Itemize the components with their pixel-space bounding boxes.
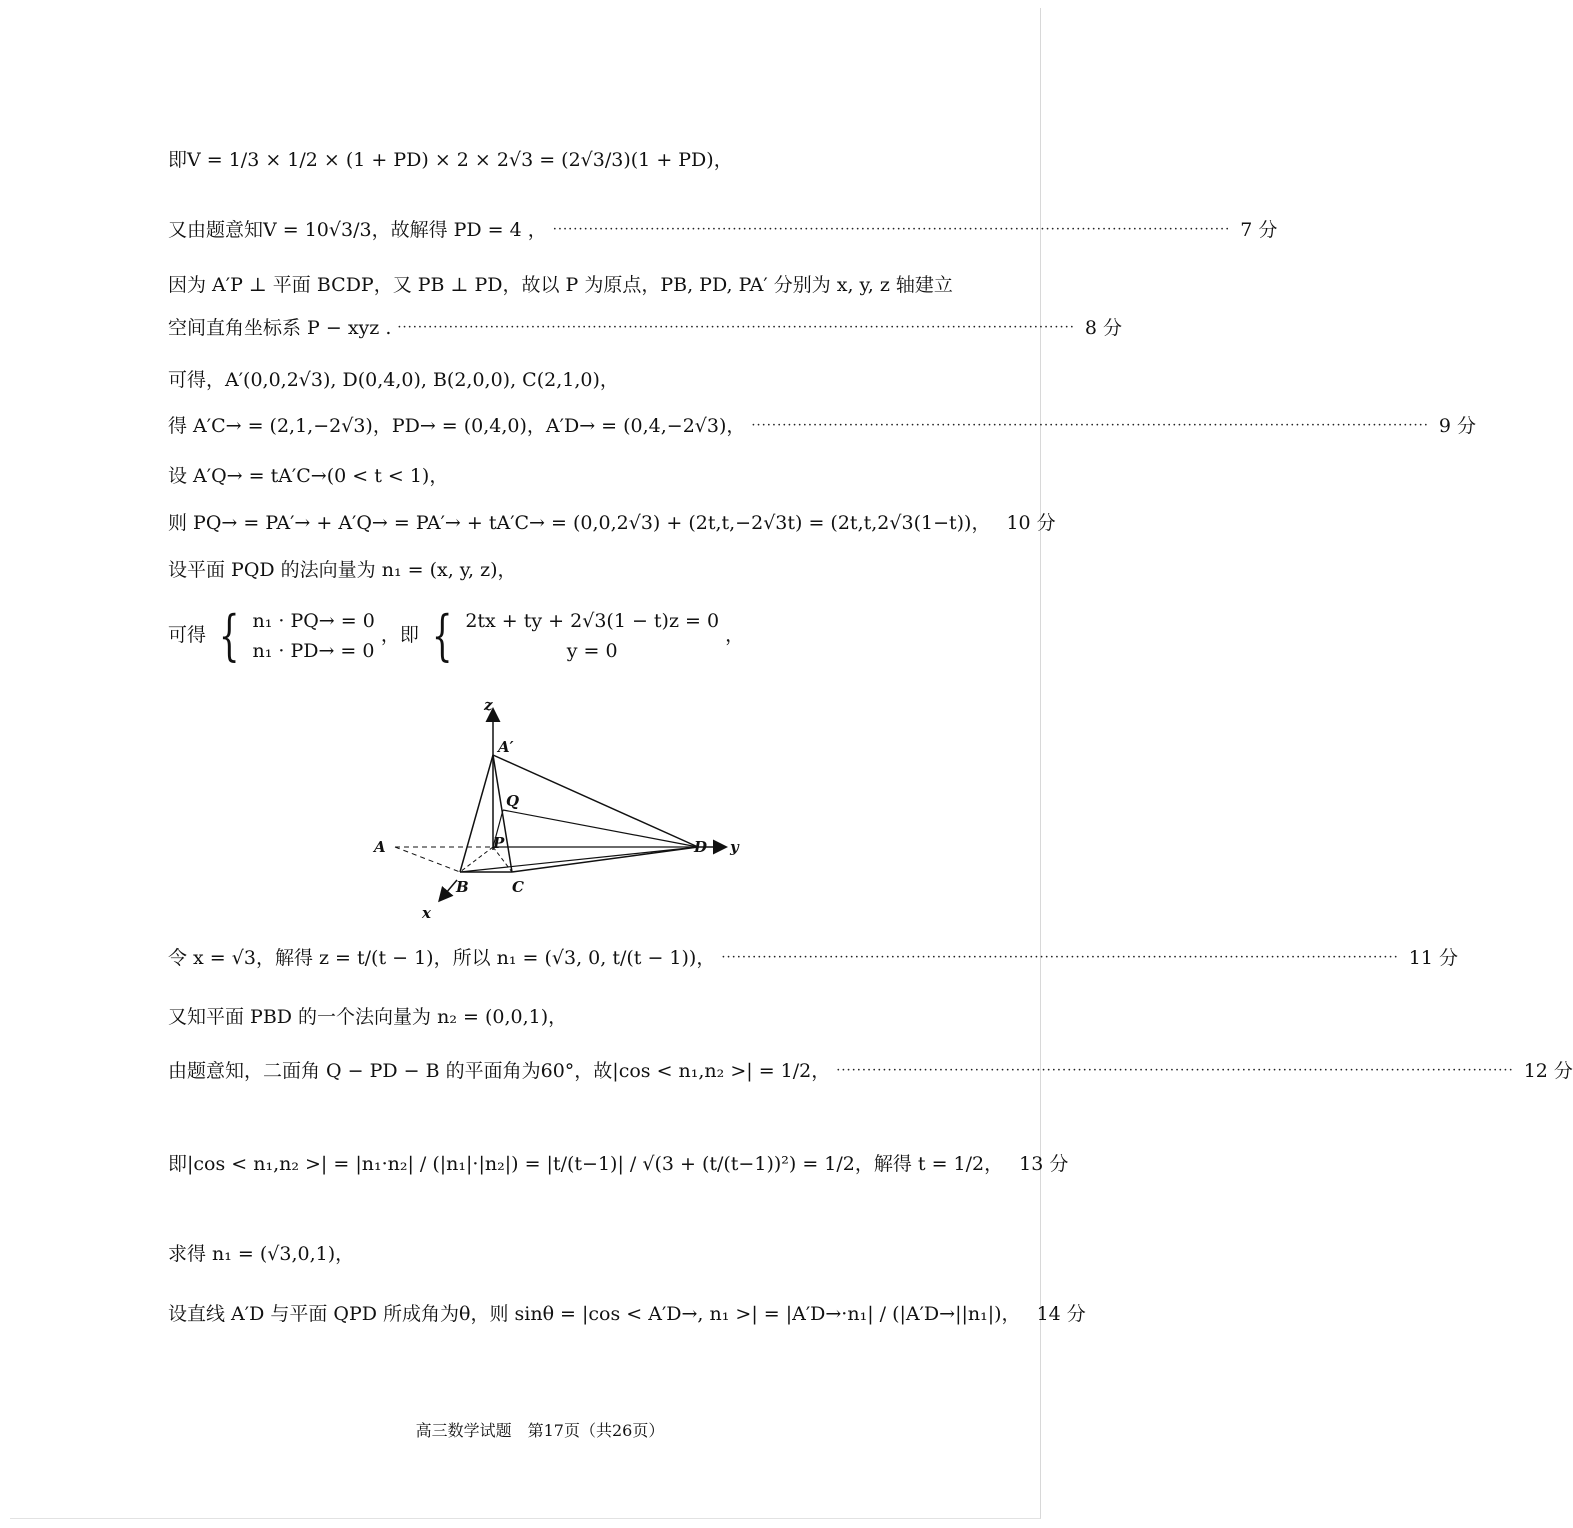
- system-b-row-1: 2tx + ty + 2√3(1 − t)z = 0: [465, 610, 720, 632]
- score-label: 11 分: [1408, 947, 1459, 969]
- dot-leader: [721, 944, 1398, 972]
- system-prefix: 可得: [168, 624, 207, 646]
- dot-leader: [553, 216, 1230, 244]
- line-text: 可得，A′(0,0,2√3), D(0,4,0), B(2,0,0), C(2,1,0)，: [168, 369, 619, 391]
- dot-leader: [397, 314, 1074, 342]
- solution-line: [168, 271, 953, 299]
- score-label: 13 分: [1019, 1153, 1069, 1175]
- label-y: y: [730, 838, 739, 856]
- label-D: D: [694, 838, 708, 856]
- line-text: 则 PQ→ = PA′→ + A′Q→ = PA′→ + tA′C→ = (0,0,2√3) + (2t,t,−2√3t) = (2t,t,2√3(1−t))，: [168, 512, 991, 534]
- dot-leader: [836, 1057, 1513, 1085]
- line-text: 又知平面 PBD 的一个法向量为 n₂ = (0,0,1)，: [168, 1006, 568, 1028]
- line-text: 空间直角坐标系 P − xyz .: [168, 317, 392, 339]
- edge-A1-B: [460, 755, 493, 872]
- solution-line: [168, 944, 1459, 972]
- x-axis: [440, 880, 457, 900]
- solution-line: [168, 556, 948, 584]
- score-label: 14 分: [1036, 1303, 1086, 1325]
- label-A1: A′: [498, 738, 514, 756]
- line-text: 令 x = √3，解得 z = t/(t − 1)，所以 n₁ = (√3, 0, t/(t − 1))，: [168, 947, 716, 969]
- solution-line: [168, 1057, 1573, 1085]
- line-text: 设平面 PQD 的法向量为 n₁ = (x, y, z)，: [168, 559, 517, 581]
- edge-C-D: [512, 847, 698, 872]
- score-label: 10 分: [1006, 512, 1056, 534]
- score-label: 12 分: [1523, 1060, 1573, 1082]
- solution-line: [168, 1300, 1086, 1328]
- system-a-row-2: n₁ · PD→ = 0: [252, 640, 375, 662]
- equation-system: [168, 606, 744, 666]
- line-text: 得 A′C→ = (2,1,−2√3)，PD→ = (0,4,0)，A′D→ = (0,4,−2√3)，: [168, 415, 746, 437]
- label-P: P: [493, 834, 505, 852]
- line-text: 由题意知，二面角 Q − PD − B 的平面角为60°，故|cos < n₁,n₂ >| = 1/2，: [168, 1060, 831, 1082]
- solution-line: [168, 1150, 1069, 1178]
- solution-line: [168, 366, 948, 394]
- left-brace-icon: {: [431, 604, 453, 667]
- line-text: 求得 n₁ = (√3,0,1)，: [168, 1243, 355, 1265]
- solution-line: [168, 1003, 948, 1031]
- label-x: x: [422, 904, 431, 922]
- system-middle: ，即: [380, 624, 419, 646]
- solution-line: [168, 462, 948, 490]
- line-text: 设直线 A′D 与平面 QPD 所成角为θ，则 sinθ = |cos < A′D→, n₁ >| = |A′D→·n₁| / (|A′D→||n₁|)，: [168, 1303, 1021, 1325]
- system-a-row-1: n₁ · PQ→ = 0: [252, 610, 375, 632]
- left-brace-icon: {: [218, 604, 240, 667]
- system-suffix: ，: [725, 624, 745, 646]
- dashed-AB: [395, 847, 460, 872]
- solution-line: [168, 216, 1278, 244]
- solution-line: [168, 509, 1056, 537]
- line-text: 又由题意知V = 10√3/3，故解得 PD = 4 ，: [168, 219, 547, 241]
- line-text: 即|cos < n₁,n₂ >| = |n₁·n₂| / (|n₁|·|n₂|) = |t/(t−1)| / √(3 + (t/(t−1))²) = 1/2，解得 t = 1/2，: [168, 1153, 1004, 1175]
- edge-A1-D: [493, 755, 698, 847]
- dot-leader: [751, 412, 1428, 440]
- page-footer: 高三数学试题 第17页（共26页）: [415, 1421, 665, 1440]
- score-label: 8 分: [1084, 317, 1122, 339]
- line-text: 因为 A′P ⊥ 平面 BCDP，又 PB ⊥ PD，故以 P 为原点，PB, PD, PA′ 分别为 x, y, z 轴建立: [168, 274, 953, 296]
- edge-Q-D: [503, 810, 698, 847]
- dashed-PB: [460, 847, 493, 872]
- geometry-figure: [360, 690, 760, 930]
- system-b-row-2: y = 0: [566, 640, 618, 662]
- line-text: 设 A′Q→ = tA′C→(0 < t < 1)，: [168, 465, 449, 487]
- label-A: A: [374, 838, 386, 856]
- solution-line: [168, 146, 948, 174]
- solution-line: [168, 1240, 948, 1268]
- line-text: 即V = 1/3 × 1/2 × (1 + PD) × 2 × 2√3 = (2√3/3)(1 + PD)，: [168, 149, 733, 171]
- system-a: [252, 606, 374, 666]
- system-b: [465, 606, 719, 666]
- score-label: 9 分: [1438, 415, 1477, 437]
- score-label: 7 分: [1240, 219, 1278, 241]
- label-Q: Q: [506, 792, 520, 810]
- solution-line: [168, 412, 1477, 440]
- solution-line: [168, 314, 1122, 342]
- label-C: C: [512, 878, 524, 896]
- label-z: z: [484, 696, 493, 714]
- label-B: B: [456, 878, 469, 896]
